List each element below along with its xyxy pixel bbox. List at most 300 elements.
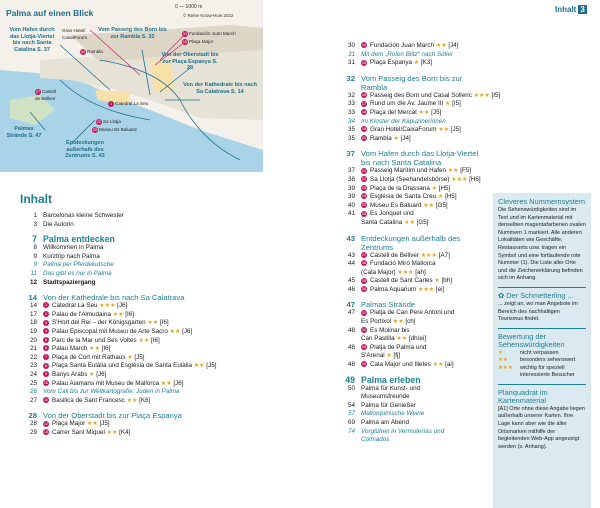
toc-page-number: 41 <box>347 210 355 218</box>
map-poi[interactable]: 22 Sa Llotja <box>96 119 121 124</box>
toc-section-heading[interactable] <box>338 149 488 167</box>
toc-entry-title: Fundación Juan March <box>370 42 435 49</box>
sight-number-badge: 22 <box>361 177 367 182</box>
map-grid-ref: [J4] <box>400 134 411 142</box>
toc-page-number: 45 <box>347 277 355 285</box>
toc-section-heading[interactable] <box>338 234 488 252</box>
toc-entry-title: S'Arenal <box>361 352 385 360</box>
toc-page-number <box>338 335 355 344</box>
map-label-oberstadt: Von der Oberstadt bis zur Plaça Espanya S. 28 <box>161 52 219 71</box>
toc-entry-title: Museumsfreunde <box>361 393 410 401</box>
toc-entry[interactable] <box>20 328 250 337</box>
toc-entry[interactable] <box>338 135 488 144</box>
toc-entry-title: Palma entdecken <box>43 234 115 245</box>
toc-entry-title: Basilica de Sant Francesc <box>52 396 125 404</box>
toc-page-number <box>338 352 355 361</box>
rating-stars: ★★ <box>435 43 447 49</box>
map-grid-ref: [K6] <box>139 396 151 404</box>
toc-page-number: 28 <box>29 420 37 428</box>
toc-page-number: 35 <box>347 134 355 142</box>
toc-page-number: 48 <box>347 326 355 334</box>
sight-number-badge: 11 <box>44 398 48 403</box>
rating-stars: ★★ <box>447 168 459 175</box>
sidebar-text-numbers: Die Sehenswürdigkeiten sind im Text und im Kartenmaterial mit denselben magentafarbenen ovalen Nummern 1 markiert. Alle anderen Lokalitäten wie Geschäfte, Restaurants usw. tragen ein Symbol und eine fortlaufende rote Nummer (1). Die Liste aller Orte und die Zeichenerklärung befinden sich im Anhang. <box>498 207 586 282</box>
sight-number-badge: 3 <box>44 320 48 325</box>
toc-entry[interactable] <box>338 100 488 109</box>
map-grid-ref: [ei] <box>435 285 445 293</box>
rating-stars: ★★ <box>147 320 159 327</box>
toc-entry-title: Mallorquinische Weine <box>361 410 425 418</box>
map-grid-ref: [fj] <box>393 352 401 360</box>
toc-page-number: 35 <box>347 126 355 134</box>
toc-entry-title: Vorglühen in Vermuterías und <box>361 427 445 435</box>
toc-entry[interactable] <box>338 51 488 60</box>
toc-entry[interactable] <box>338 402 488 411</box>
rating-stars: ★ <box>393 135 399 142</box>
rating-stars: ★★ <box>432 362 444 369</box>
toc-page-number: 9 <box>33 252 37 260</box>
sight-number-badge: 1 <box>44 303 48 308</box>
toc-entry-title: Platja de Can Pere Antoni und <box>370 309 455 317</box>
toc-entry-title: Palma erleben <box>361 374 421 385</box>
toc-entry-title: Plaça de la Drassana <box>370 184 430 192</box>
rating-stars: ★ <box>437 194 444 201</box>
toc-middle-column <box>338 42 501 445</box>
sight-number-badge: 19 <box>361 127 367 132</box>
toc-entry-title: Willkommen in Palma <box>43 244 104 252</box>
toc-page-number: 38 <box>347 175 355 183</box>
map-poi[interactable]: 32 Rambla <box>80 49 103 54</box>
toc-entry[interactable] <box>338 193 488 202</box>
toc-entry-title: Parc de la Mar und Ses Voltes <box>52 336 137 344</box>
toc-entry[interactable] <box>338 185 488 194</box>
map-grid-ref: [J5] <box>450 126 461 134</box>
toc-entry[interactable] <box>20 221 250 230</box>
toc-entry-title: Im Kloster der Kapuzinerinnen <box>361 117 446 125</box>
map-label-straende: Palmas Strände S. 47 <box>6 126 42 139</box>
toc-entry-title: Platja de Palma und <box>370 343 427 351</box>
toc-left-column <box>20 192 250 437</box>
toc-entry-title: Plaça Major <box>52 420 86 428</box>
toc-entry[interactable] <box>338 91 501 101</box>
sight-number-badge: 2 <box>44 312 48 317</box>
toc-page-number: 25 <box>29 379 37 387</box>
toc-entry-title: Palmas Strände <box>361 300 416 310</box>
toc-page-number: 29 <box>29 428 37 436</box>
toc-entry-title: Palau March <box>52 345 88 353</box>
toc-entry-title: Vom Call bis zur Weltkartografie: Juden in Palma <box>43 388 180 396</box>
toc-entry-title: S'Hort del Rei – der Königsgarten <box>52 319 146 327</box>
toc-entry[interactable] <box>20 244 250 253</box>
toc-entry[interactable] <box>20 397 250 406</box>
toc-page-number: 31 <box>347 50 355 58</box>
map-grid-ref: [J4] <box>448 42 459 49</box>
map-label-born: Vom Passeig des Born bis zur Rambla S. 32 <box>98 27 167 40</box>
toc-entry-title: Palma für Genießer <box>361 401 416 409</box>
map-grid-ref: [G5] <box>435 201 448 209</box>
sidebar-heading-butterfly: ✿ Der Schmetterling ... <box>498 290 574 300</box>
rating-stars: ★★ <box>404 219 415 226</box>
toc-entry[interactable] <box>338 361 488 370</box>
toc-entry-title: Plaça Santa Eulàlia und Església de Santa Eulàlia <box>52 362 193 370</box>
toc-page-number: 48 <box>347 343 355 351</box>
toc-page-number: 74 <box>347 427 355 435</box>
toc-entry-title: Cala Major und Illetes <box>370 361 431 369</box>
map-grid-ref: [H5] <box>445 193 457 201</box>
map-copyright: © Reise Know-How 2022 <box>183 13 234 18</box>
toc-entry-title: Banys Arabs <box>52 370 88 378</box>
toc-entry-title: Palma per Pferdekutsche <box>43 261 114 269</box>
toc-page-number: 40 <box>347 201 355 209</box>
rating-stars: ★★ <box>87 421 98 428</box>
toc-entry[interactable] <box>338 393 488 402</box>
toc-entry[interactable] <box>20 261 250 270</box>
toc-entry[interactable] <box>20 311 250 320</box>
rating-stars: ★★ <box>193 363 205 370</box>
toc-entry[interactable] <box>338 210 488 219</box>
toc-entry-title: Die Autorin <box>43 220 74 228</box>
toc-section-heading[interactable] <box>338 376 488 385</box>
map-grid-ref: [A7] <box>438 251 450 259</box>
toc-page-number: 14 <box>28 293 37 303</box>
toc-entry[interactable] <box>20 388 250 397</box>
sight-number-badge: 27 <box>361 252 367 257</box>
toc-entry-title: Rambla <box>370 134 392 142</box>
map-grid-ref: [K4] <box>119 428 131 436</box>
map-grid-ref: [J5] <box>206 362 217 370</box>
rating-stars: ★★★ <box>99 303 116 310</box>
sidebar-heading-rating: Bewertung der Sehenswürdigkeiten <box>498 331 565 349</box>
sight-number-badge: 8 <box>44 363 48 368</box>
star-icon: ★ <box>498 349 503 356</box>
toc-page-number: 37 <box>347 167 355 175</box>
rating-stars: ★★★ <box>420 252 437 259</box>
toc-entry-title: Gran Hotel/CaixaForum <box>370 126 437 134</box>
toc-page-number: 33 <box>347 100 355 108</box>
toc-entry[interactable] <box>338 277 488 286</box>
map-poi[interactable]: 27 Castell de Bellver <box>35 89 57 101</box>
toc-entry[interactable] <box>20 354 250 363</box>
map-grid-ref: [ch] <box>405 318 416 326</box>
toc-entry-title: Stadtspaziergang <box>43 278 96 286</box>
running-header: Inhalt 3 <box>555 5 585 14</box>
page-number: 3 <box>580 5 585 14</box>
butterfly-icon: ✿ <box>498 290 505 300</box>
toc-entry[interactable] <box>20 420 250 429</box>
toc-entry-title: Plaça de Cort mit Rathaus <box>52 353 126 361</box>
toc-page-number: 54 <box>347 401 355 409</box>
toc-entry[interactable] <box>338 260 488 269</box>
toc-page-number: 32 <box>346 73 355 83</box>
toc-page-number <box>338 318 355 327</box>
map-poi[interactable]: 1 Catedral La Seu <box>109 101 149 106</box>
toc-page-number: 32 <box>347 91 355 99</box>
map-grid-ref: [H5] <box>438 184 451 192</box>
toc-entry-title: Església de Santa Creu <box>370 193 437 201</box>
toc-entry[interactable] <box>338 352 488 361</box>
star-icon: ★★★ <box>498 364 513 371</box>
toc-page-number: 46 <box>347 285 355 293</box>
toc-entry[interactable] <box>338 202 488 211</box>
map-label-hafen: Vom Hafen durch das Llotja-Viertel bis nach Santa Catalina S. 37 <box>9 27 55 53</box>
rating-stars: ★★ <box>396 336 408 343</box>
map-grid-ref: [G5] <box>416 218 429 226</box>
toc-entry-title: Das gibt es nur in Palma <box>43 269 112 277</box>
rating-stars: ★ <box>386 353 392 360</box>
toc-page-number: 27 <box>29 396 37 404</box>
rating-stars: ★ <box>89 371 95 378</box>
toc-entry[interactable] <box>20 345 250 354</box>
toc-entry-title: Museu Es Baluard <box>370 201 422 209</box>
map-grid-ref: [I5] <box>491 91 501 99</box>
map-grid-ref: [K3] <box>420 59 433 67</box>
star-icon: ★★ <box>498 357 508 364</box>
toc-entry[interactable] <box>20 371 250 380</box>
toc-entry[interactable] <box>338 42 488 51</box>
toc-section-heading[interactable] <box>338 74 488 92</box>
rating-stars: ★★ <box>160 380 172 387</box>
toc-entry-title: Es Jonquet und <box>370 210 414 218</box>
toc-page-number: 48 <box>347 361 355 369</box>
sight-number-badge: 10 <box>43 380 49 385</box>
toc-page-number: 39 <box>347 193 355 201</box>
rating-row: ★ nicht verpassen <box>498 349 559 356</box>
toc-entry-title: Passeig Marítim und Hafen <box>370 167 446 175</box>
map-poi[interactable]: 25 Museu Es Baluard <box>92 127 137 132</box>
toc-page-number: 1 <box>33 212 37 219</box>
toc-entry-title: Barcelonas kleine Schwester <box>43 212 124 219</box>
map-poi[interactable]: 31 Fundación Juan March <box>182 31 236 36</box>
toc-page-number: 30 <box>347 42 355 49</box>
map-grid-ref: [I6] <box>150 336 160 344</box>
toc-page-number: 39 <box>347 184 355 192</box>
toc-entry-title: Castell de Bellver <box>370 251 419 259</box>
map-grid-ref: [bh] <box>441 277 453 285</box>
toc-entry[interactable] <box>338 428 488 437</box>
sight-number-badge: 17 <box>361 101 367 106</box>
toc-page-number: 19 <box>29 327 37 335</box>
overview-map[interactable] <box>0 0 263 172</box>
toc-entry-title: Palma am Abend <box>361 419 409 426</box>
toc-entry-title: Carrer Sant Miquel <box>52 428 105 436</box>
toc-entry-title: Fundació Miró Mallorca <box>370 260 436 268</box>
toc-entry-title: Entdeckungen außerhalb des Zentrums <box>361 233 461 252</box>
toc-entry-title: Plaça del Mercat <box>370 108 417 116</box>
sidebar-text-grid: [A1] Orte ohne diese Angabe liegen außerhalb unserer Karten. Ihre Lage kann aber wie die aller Ortsmarken mithilfe der begleitenden Web-App angezeigt werden (s. Anhang). <box>498 405 585 450</box>
rating-stars: ★★ <box>106 429 118 436</box>
toc-page-number: 37 <box>346 149 355 159</box>
toc-entry[interactable] <box>338 344 488 353</box>
toc-page-number <box>338 436 355 445</box>
toc-page-number: 50 <box>347 384 355 392</box>
toc-entry[interactable] <box>20 302 250 311</box>
toc-page-number: 26 <box>29 388 37 396</box>
toc-page-number: 23 <box>29 362 37 370</box>
rating-stars: ★★ <box>169 328 181 335</box>
toc-entry[interactable] <box>338 410 488 419</box>
toc-entry[interactable] <box>20 319 250 328</box>
map-label-kathedrale: Von der Kathedrale bis nach Sa Calatrava S. 14 <box>183 82 257 95</box>
toc-page-number: 8 <box>33 244 37 252</box>
rating-stars: ★ <box>127 354 133 361</box>
toc-entry[interactable] <box>338 335 488 344</box>
sight-number-badge: 12 <box>43 421 49 426</box>
toc-page-number: 33 <box>347 108 355 116</box>
toc-page-number: 69 <box>347 419 355 426</box>
rating-stars: ★★★ <box>451 176 468 183</box>
map-grid-ref: [J6] <box>96 370 107 378</box>
toc-page-number: 28 <box>28 411 37 421</box>
toc-section-heading[interactable] <box>20 235 250 244</box>
sight-number-badge: 4 <box>44 329 48 334</box>
toc-entry[interactable] <box>338 126 488 135</box>
rating-stars: ★★ <box>89 346 100 353</box>
toc-entry[interactable] <box>338 269 488 278</box>
rating-stars: ★★ <box>423 202 434 209</box>
toc-entry[interactable] <box>338 109 488 118</box>
toc-page-number: 17 <box>29 310 37 318</box>
toc-entry[interactable] <box>20 279 250 288</box>
info-sidebar <box>493 193 591 508</box>
toc-page-number: 24 <box>29 370 37 378</box>
rating-stars: ★★ <box>126 397 138 404</box>
toc-page-number <box>338 269 355 278</box>
sight-number-badge: 21 <box>361 168 367 173</box>
toc-page-number: 43 <box>347 251 355 259</box>
map-grid-ref: [I6] <box>159 319 169 327</box>
toc-page-number: 21 <box>29 345 37 353</box>
toc-entry[interactable] <box>338 167 488 176</box>
toc-section-heading[interactable] <box>338 300 488 309</box>
sidebar-text-butterfly: ... zeigt an, wo man Angebote im Bereich des nachhaltigen Tourismus findet. <box>498 300 578 323</box>
sight-number-badge: 24 <box>361 194 367 199</box>
sight-number-badge: 6 <box>44 346 48 351</box>
toc-entry[interactable] <box>338 59 488 68</box>
toc-entry-title: Castell de Sant Carles <box>370 277 433 285</box>
toc-page-number: 9 <box>33 261 37 269</box>
toc-entry[interactable] <box>20 362 250 371</box>
rating-stars: ★★ <box>418 109 430 116</box>
map-grid-ref: [F5] <box>460 167 472 175</box>
sidebar-heading-numbers: Cleveres Nummernsystem <box>498 197 586 206</box>
map-grid-ref: [J5] <box>431 108 442 116</box>
toc-entry[interactable] <box>338 385 488 394</box>
map-grid-ref: [I6] <box>101 345 111 353</box>
toc-page-number: 14 <box>29 302 37 310</box>
sidebar-heading-grid: Planquadrat im Kartenmaterial <box>498 387 548 405</box>
sight-number-badge: 15 <box>361 60 367 65</box>
toc-entry-title: Can Pastilla <box>361 335 395 343</box>
sight-number-badge: 28 <box>361 261 367 266</box>
toc-section-heading[interactable] <box>20 411 250 420</box>
toc-entry[interactable] <box>20 253 250 262</box>
toc-page-number: 49 <box>345 374 355 385</box>
toc-page-number: 22 <box>29 353 37 361</box>
sight-number-badge: 16 <box>361 93 367 98</box>
map-grid-ref: [ah] <box>415 268 426 276</box>
toc-page-number: 57 <box>347 410 355 418</box>
toc-section-heading[interactable] <box>20 293 250 302</box>
toc-entry[interactable] <box>20 380 250 389</box>
map-grid-ref: [ai] <box>445 361 454 369</box>
toc-entry-title: Von der Oberstadt bis zur Plaça Espanya <box>43 411 182 421</box>
toc-entry-title: Kurztrip nach Palma <box>43 252 100 260</box>
map-poi[interactable]: 15 Plaça Major <box>182 39 214 44</box>
toc-entry-title: Vom Passeig des Born bis zur Rambla <box>361 73 463 92</box>
toc-entry[interactable] <box>338 309 488 318</box>
toc-entry[interactable] <box>338 318 488 327</box>
toc-entry-title: Plaça Espanya <box>370 59 413 67</box>
rating-stars: ★★ <box>392 319 404 326</box>
map-grid-ref: [J6] <box>182 327 193 335</box>
toc-page-number: 47 <box>346 300 355 310</box>
map-scale: 0 — 1000 m <box>175 4 203 10</box>
toc-entry[interactable] <box>20 337 250 346</box>
sight-number-badge: 26 <box>361 211 367 216</box>
rating-row: ★★ besonders sehenswert <box>498 357 576 364</box>
toc-page-number: 43 <box>346 233 355 243</box>
toc-entry[interactable] <box>338 118 488 127</box>
sight-number-badge: 14 <box>361 43 367 48</box>
map-grid-ref: [J6] <box>173 379 184 387</box>
toc-page-number: 44 <box>347 260 355 268</box>
toc-entry-title: Palma Aquarium <box>370 285 417 293</box>
toc-entry-title: Vom Hafen durch das Llotja-Viertel bis nach Santa Catalina <box>361 149 479 168</box>
sight-number-badge: 29 <box>361 278 367 283</box>
toc-title: Inhalt <box>20 192 52 206</box>
sight-number-badge: 32 <box>361 327 367 332</box>
toc-entry[interactable] <box>338 419 488 428</box>
toc-entry[interactable] <box>338 252 488 261</box>
toc-entry[interactable] <box>338 219 488 228</box>
map-grid-ref: [dh/ei] <box>408 335 427 343</box>
toc-entry-title: Santa Catalina <box>361 218 403 226</box>
toc-entry-title: Catedral La Seu <box>52 302 98 310</box>
toc-entry-title: Rund um die Av. Jaume III <box>370 100 444 108</box>
rating-stars: ★ <box>445 101 451 108</box>
map-poi[interactable]: Gran Hotel/ CaixaForum <box>62 28 88 40</box>
toc-entry[interactable] <box>338 176 488 185</box>
toc-entry[interactable] <box>338 286 488 295</box>
toc-page-number <box>338 393 355 402</box>
toc-entry[interactable] <box>20 429 250 438</box>
toc-page-number: 11 <box>30 269 37 277</box>
map-grid-ref: [H6] <box>469 175 481 183</box>
toc-entry[interactable] <box>338 327 488 336</box>
map-title: Palma auf einen Blick <box>6 8 94 18</box>
rating-stars: ★★★ <box>397 269 414 276</box>
toc-entry-title: Mit dem „Roten Blitz“ nach Sóller <box>361 50 454 58</box>
sight-number-badge: 31 <box>361 310 367 315</box>
sight-number-badge: 23 <box>361 185 367 190</box>
sight-number-badge: 9 <box>44 372 48 377</box>
toc-entry-title: Von der Kathedrale bis nach Sa Calatrava <box>43 293 185 303</box>
toc-entry[interactable] <box>338 436 488 445</box>
toc-entry-title: Palma für Kunst- und <box>361 384 421 392</box>
toc-page-number: 18 <box>29 319 37 327</box>
toc-entry[interactable] <box>20 270 250 279</box>
sight-number-badge: 13 <box>43 430 49 435</box>
toc-page-number: 3 <box>33 220 37 228</box>
toc-page-number: 34 <box>347 117 355 125</box>
toc-page-number <box>338 219 355 228</box>
rating-stars: ★★★ <box>473 92 490 99</box>
rating-row: ★★★ wichtig für speziell interessierte Besucher <box>498 364 575 379</box>
sight-number-badge: 18 <box>361 110 367 115</box>
toc-entry-title: Sa Llotja (Seehandelsbörse) <box>370 175 450 183</box>
toc-page-number: 47 <box>347 309 355 317</box>
toc-entry[interactable] <box>20 212 250 221</box>
